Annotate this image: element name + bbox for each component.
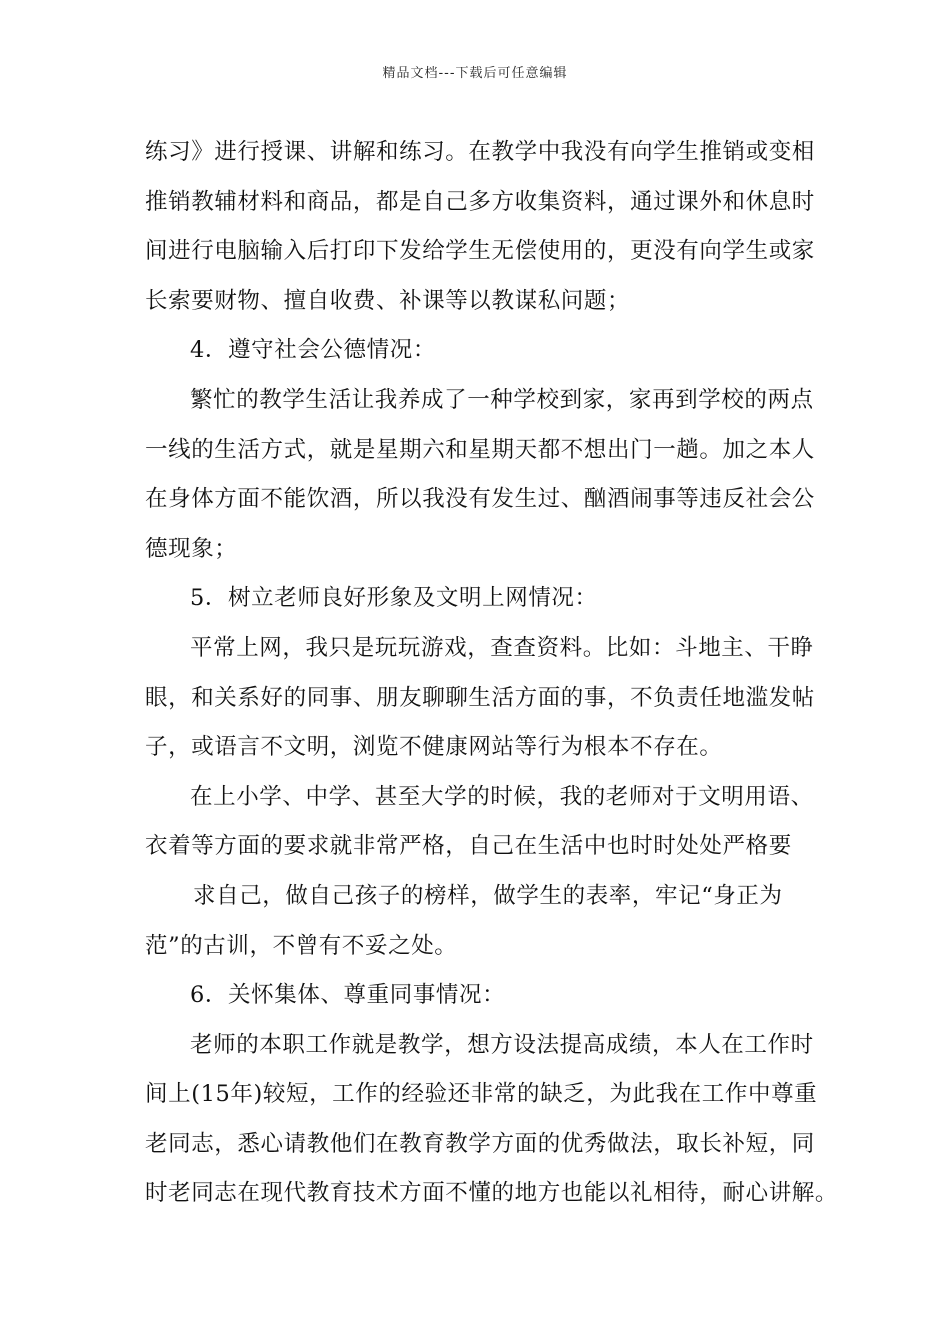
text-line: 衣着等方面的要求就非常严格，自己在生活中也时时处处严格要 [145, 833, 792, 860]
text-line: 一线的生活方式，就是星期六和星期天都不想出门一趟。加之本人 [145, 436, 815, 463]
section-heading-5: 5．树立老师良好形象及文明上网情况： [190, 585, 598, 612]
text-line: 老同志，悉心请教他们在教育教学方面的优秀做法，取长补短，同 [145, 1130, 815, 1157]
body-text [145, 128, 839, 1219]
text-line: 时老同志在现代教育技术方面不懂的地方也能以礼相待，耐心讲解。 [145, 1180, 839, 1207]
text-line: 老师的本职工作就是教学，想方设法提高成绩，本人在工作时 [190, 1031, 814, 1058]
page-header: 精品文档---下载后可任意编辑 [382, 66, 568, 81]
text-line: 求自己，做自己孩子的榜样，做学生的表率，牢记“身正为 [193, 882, 783, 909]
text-line: 范”的古训，不曾有不妥之处。 [145, 932, 458, 959]
text-line: 间上(15年)较短，工作的经验还非常的缺乏，为此我在工作中尊重 [145, 1081, 818, 1108]
text-line: 在身体方面不能饮酒，所以我没有发生过、酗酒闹事等违反社会公 [145, 486, 815, 513]
section-heading-4: 4．遵守社会公德情况： [190, 337, 436, 364]
text-line: 推销教辅材料和商品，都是自己多方收集资料，通过课外和休息时 [145, 188, 815, 215]
text-line: 平常上网，我只是玩玩游戏，查查资料。比如：斗地主、干睁 [190, 634, 814, 661]
text-line: 在上小学、中学、甚至大学的时候，我的老师对于文明用语、 [190, 783, 814, 810]
text-line: 眼，和关系好的同事、朋友聊聊生活方面的事，不负责任地滥发帖 [145, 684, 815, 711]
text-line: 子，或语言不文明，浏览不健康网站等行为根本不存在。 [145, 734, 723, 761]
text-line: 德现象； [145, 535, 238, 562]
text-line: 繁忙的教学生活让我养成了一种学校到家，家再到学校的两点 [190, 386, 814, 413]
text-line: 长索要财物、擅自收费、补课等以教谋私问题； [145, 287, 631, 314]
text-line: 间进行电脑输入后打印下发给学生无偿使用的，更没有向学生或家 [145, 238, 815, 265]
section-heading-6: 6．关怀集体、尊重同事情况： [190, 982, 506, 1009]
text-line: 练习》进行授课、讲解和练习。在教学中我没有向学生推销或变相 [145, 139, 815, 165]
